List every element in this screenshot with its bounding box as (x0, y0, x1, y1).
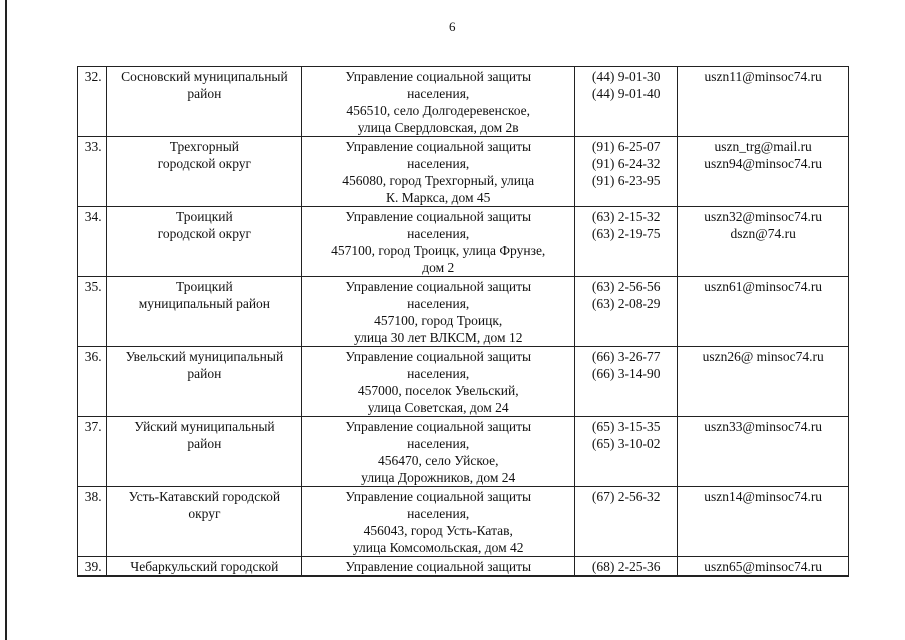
district-name-line: Троицкий (176, 209, 233, 224)
district-name-line: Сосновский муниципальный (121, 69, 288, 84)
table-row (78, 137, 849, 207)
phone-numbers-line: (63) 2-19-75 (591, 226, 661, 241)
district-name-line: Чебаркульский городской (130, 559, 279, 574)
phone-numbers-line: (65) 3-10-02 (591, 436, 661, 451)
table-row (78, 417, 849, 487)
organization-address-line: населения, (407, 506, 470, 521)
organization-address-line: Управление социальной защиты (345, 69, 532, 84)
organization-address-line: Управление социальной защиты (345, 209, 532, 224)
organization-address-line: населения, (407, 436, 470, 451)
row-number-cell: 37. (78, 417, 107, 487)
email-addresses-line: uszn33@minsoc74.ru (704, 419, 823, 434)
phone-numbers-cell (575, 487, 678, 557)
organization-address-line: населения, (407, 226, 470, 241)
email-addresses-line: uszn26@ minsoc74.ru (702, 349, 824, 364)
email-addresses-cell (678, 207, 849, 277)
organization-address-line: Управление социальной защиты (345, 279, 532, 294)
organization-address-line: населения, (407, 86, 470, 101)
organization-address-cell (302, 347, 575, 417)
organization-address-line: улица Дорожников, дом 24 (361, 470, 516, 485)
email-addresses-line: uszn94@minsoc74.ru (704, 156, 823, 171)
district-name-line: район (187, 436, 222, 451)
organization-address-line: улица Свердловская, дом 2в (357, 120, 519, 135)
organization-address-line: населения, (407, 156, 470, 171)
organization-address-line: 456080, город Трехгорный, улица (342, 173, 535, 188)
email-addresses-line: uszn11@minsoc74.ru (704, 69, 822, 84)
organization-address-cell (302, 67, 575, 137)
email-addresses-cell (678, 487, 849, 557)
table-row (78, 347, 849, 417)
district-name-line: городской округ (157, 156, 252, 171)
organization-address-line: К. Маркса, дом 45 (386, 190, 491, 205)
email-addresses-line: dszn@74.ru (730, 226, 796, 241)
district-name-cell (107, 557, 302, 577)
district-name-cell (107, 417, 302, 487)
organization-address-line: 457100, город Троицк, улица Фрунзе, (331, 243, 546, 258)
row-number-cell: 38. (78, 487, 107, 557)
district-name-line: Уйский муниципальный (134, 419, 275, 434)
table-row (78, 487, 849, 557)
phone-numbers-cell (575, 347, 678, 417)
district-name-cell (107, 207, 302, 277)
district-name-cell (107, 137, 302, 207)
organization-address-line: 456470, село Уйское, (377, 453, 499, 468)
organization-address-cell (302, 557, 575, 577)
organization-address-line: Управление социальной защиты (345, 419, 532, 434)
phone-numbers-line: (44) 9-01-40 (591, 86, 661, 101)
organization-address-line: улица Комсомольская, дом 42 (352, 540, 524, 555)
phone-numbers-line: (63) 2-56-56 (591, 279, 661, 294)
organization-address-line: 456043, город Усть-Катав, (363, 523, 513, 538)
organization-address-cell (302, 417, 575, 487)
organization-address-cell (302, 487, 575, 557)
table-row (78, 277, 849, 347)
organization-address-line: населения, (407, 296, 470, 311)
page-edge-line (5, 0, 7, 640)
email-addresses-cell (678, 417, 849, 487)
email-addresses-line: uszn61@minsoc74.ru (704, 279, 823, 294)
email-addresses-cell (678, 557, 849, 577)
phone-numbers-line: (66) 3-14-90 (591, 366, 661, 381)
phone-numbers-line: (68) 2-25-36 (591, 559, 661, 574)
email-addresses-cell (678, 277, 849, 347)
organization-address-line: Управление социальной защиты (345, 489, 532, 504)
district-name-cell (107, 487, 302, 557)
row-number-cell: 33. (78, 137, 107, 207)
phone-numbers-line: (63) 2-15-32 (591, 209, 661, 224)
row-number-cell: 39. (78, 557, 107, 577)
phone-numbers-line: (63) 2-08-29 (591, 296, 661, 311)
phone-numbers-cell (575, 207, 678, 277)
organization-address-cell (302, 207, 575, 277)
phone-numbers-line: (65) 3-15-35 (591, 419, 661, 434)
phone-numbers-cell (575, 417, 678, 487)
table-row (78, 557, 849, 577)
phone-numbers-cell (575, 557, 678, 577)
row-number-cell: 36. (78, 347, 107, 417)
organization-address-line: населения, (407, 366, 470, 381)
email-addresses-line: uszn65@minsoc74.ru (704, 559, 823, 574)
organization-address-line: улица Советская, дом 24 (367, 400, 509, 415)
email-addresses-line: uszn_trg@mail.ru (714, 139, 812, 154)
phone-numbers-cell (575, 67, 678, 137)
district-name-line: округ (188, 506, 221, 521)
email-addresses-cell (678, 67, 849, 137)
district-name-line: Троицкий (176, 279, 233, 294)
phone-numbers-line: (67) 2-56-32 (591, 489, 661, 504)
district-name-line: район (187, 86, 222, 101)
organization-address-line: 456510, село Долгодеревенское, (346, 103, 531, 118)
organization-address-cell (302, 137, 575, 207)
organization-address-line: 457000, поселок Увельский, (357, 383, 519, 398)
organization-address-cell (302, 277, 575, 347)
email-addresses-cell (678, 137, 849, 207)
phone-numbers-line: (44) 9-01-30 (591, 69, 661, 84)
email-addresses-cell (678, 347, 849, 417)
district-name-cell (107, 67, 302, 137)
organization-address-line: дом 2 (422, 260, 455, 275)
phone-numbers-line: (66) 3-26-77 (591, 349, 661, 364)
row-number-cell: 32. (78, 67, 107, 137)
district-name-line: Трехгорный (169, 139, 240, 154)
district-name-line: Увельский муниципальный (125, 349, 284, 364)
organization-address-line: Управление социальной защиты (345, 559, 532, 574)
phone-numbers-cell (575, 277, 678, 347)
row-number-cell: 35. (78, 277, 107, 347)
page-number: 6 (449, 19, 456, 34)
organization-address-line: улица 30 лет ВЛКСМ, дом 12 (354, 330, 523, 345)
social-protection-directory-table (77, 66, 849, 577)
email-addresses-line: uszn14@minsoc74.ru (704, 489, 823, 504)
organization-address-line: Управление социальной защиты (345, 139, 532, 154)
email-addresses-line: uszn32@minsoc74.ru (704, 209, 823, 224)
district-name-line: городской округ (157, 226, 252, 241)
row-number-cell: 34. (78, 207, 107, 277)
phone-numbers-line: (91) 6-25-07 (591, 139, 661, 154)
phone-numbers-line: (91) 6-23-95 (591, 173, 661, 188)
organization-address-line: 457100, город Троицк, (374, 313, 503, 328)
district-name-line: район (187, 366, 222, 381)
phone-numbers-cell (575, 137, 678, 207)
phone-numbers-line: (91) 6-24-32 (591, 156, 661, 171)
table-body (78, 67, 849, 577)
organization-address-line: Управление социальной защиты (345, 349, 532, 364)
table-row (78, 207, 849, 277)
table-row (78, 67, 849, 137)
district-name-cell (107, 277, 302, 347)
district-name-line: Усть-Катавский городской (128, 489, 281, 504)
district-name-cell (107, 347, 302, 417)
district-name-line: муниципальный район (138, 296, 271, 311)
